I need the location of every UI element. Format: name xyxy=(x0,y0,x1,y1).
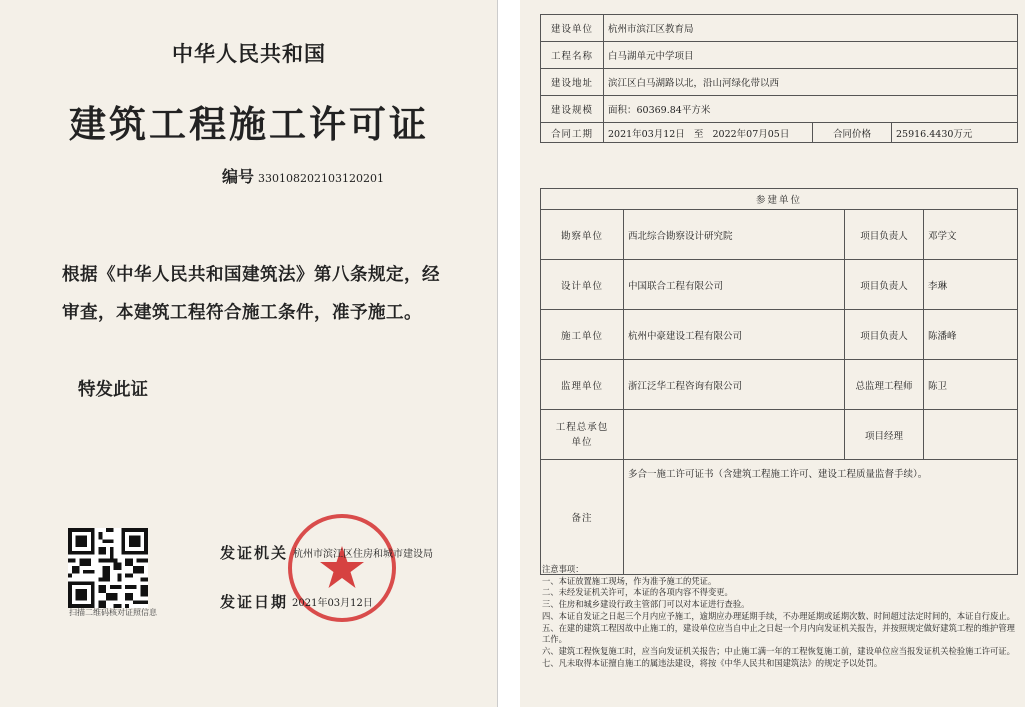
note-item: 三、住房和城乡建设行政主管部门可以对本证进行查验。 xyxy=(542,599,750,610)
participant-label: 监理单位 xyxy=(541,360,624,410)
note-item: 二、未经发证机关许可，本证的各项内容不得变更。 xyxy=(542,587,733,598)
row-label: 工程名称 xyxy=(541,42,604,69)
participant-label: 工程总承包单位 xyxy=(541,410,624,460)
special-issue-text: 特发此证 xyxy=(78,380,148,400)
table-row xyxy=(541,69,1018,96)
participant-person: 邓学文 xyxy=(924,210,1018,260)
table-row xyxy=(541,460,1018,575)
table-row xyxy=(541,360,1018,410)
participant-unit: 浙江泛华工程咨询有限公司 xyxy=(624,360,845,410)
table-row xyxy=(541,96,1018,123)
issue-date-value: 2021年03月12日 xyxy=(292,598,373,609)
table-row xyxy=(541,123,1018,143)
permit-front-page xyxy=(0,0,498,707)
contract-price-label: 合同价格 xyxy=(813,123,892,143)
serial-number xyxy=(222,164,384,187)
notes-section xyxy=(542,564,1016,669)
participant-role: 项目负责人 xyxy=(845,210,924,260)
row-label: 建设地址 xyxy=(541,69,604,96)
row-label: 建设规模 xyxy=(541,96,604,123)
participant-unit: 杭州中豪建设工程有限公司 xyxy=(624,310,845,360)
contract-period-label: 合同工期 xyxy=(541,123,604,143)
contract-start: 2021年03月12日 xyxy=(608,128,685,140)
participant-person xyxy=(924,410,1018,460)
table-row xyxy=(541,410,1018,460)
row-value: 杭州市滨江区教育局 xyxy=(604,15,1018,42)
project-info-table xyxy=(540,14,1018,143)
contract-price-value: 25916.4430万元 xyxy=(892,123,1018,143)
table-row xyxy=(541,260,1018,310)
table-row xyxy=(541,42,1018,69)
participant-person: 陈卫 xyxy=(924,360,1018,410)
participants-title: 参建单位 xyxy=(541,189,1018,210)
participant-unit: 西北综合勘察设计研究院 xyxy=(624,210,845,260)
contract-end: 2022年07月05日 xyxy=(712,128,790,140)
participant-label: 勘察单位 xyxy=(541,210,624,260)
contract-period-value xyxy=(604,123,813,143)
serial-value: 330108202103120201 xyxy=(258,172,384,185)
notes-title: 注意事项： xyxy=(542,564,584,574)
participant-role: 总监理工程师 xyxy=(845,360,924,410)
row-value: 面积：60369.84平方米 xyxy=(604,96,1018,123)
participant-role: 项目经理 xyxy=(845,410,924,460)
table-row xyxy=(541,15,1018,42)
participant-unit: 中国联合工程有限公司 xyxy=(624,260,845,310)
participants-table xyxy=(540,188,1018,575)
participant-role: 项目负责人 xyxy=(845,310,924,360)
permit-back-page xyxy=(520,0,1025,707)
table-row xyxy=(541,210,1018,260)
seal-text xyxy=(284,513,285,514)
participant-role: 项目负责人 xyxy=(845,260,924,310)
permit-title: 建筑工程施工许可证 xyxy=(69,102,429,146)
participant-person: 李琳 xyxy=(924,260,1018,310)
note-item: 一、本证放置施工现场，作为准予施工的凭证。 xyxy=(542,575,717,586)
serial-label: 编号 xyxy=(222,167,255,186)
participant-label: 设计单位 xyxy=(541,260,624,310)
note-item: 六、建筑工程恢复施工时，应当向发证机关报告；中止施工满一年的工程恢复施工前，建设单位应当报发证机关检验施工许可证。 xyxy=(542,645,1015,656)
row-label: 建设单位 xyxy=(541,15,604,42)
qr-caption: 扫描二维码核对证照信息 xyxy=(69,608,157,617)
issuer-label: 发证机关 xyxy=(220,544,289,562)
note-item: 七、凡未取得本证擅自施工的属违法建设，将按《中华人民共和国建筑法》的规定予以处罚。 xyxy=(542,657,883,668)
participant-person: 陈潘峰 xyxy=(924,310,1018,360)
country-name: 中华人民共和国 xyxy=(172,41,326,66)
note-item: 五、在建的建筑工程因故中止施工的，建设单位应当自中止之日起一个月内向发证机关报告，并按照规定做好建筑工程的维护管理工作。 xyxy=(542,622,1015,645)
participant-label: 施工单位 xyxy=(541,310,624,360)
row-value: 白马湖单元中学项目 xyxy=(604,42,1018,69)
participant-unit xyxy=(624,410,845,460)
row-value: 滨江区白马湖路以北，沿山河绿化带以西 xyxy=(604,69,1018,96)
contract-to: 至 xyxy=(693,128,704,140)
remarks-text: 多合一施工许可证书（含建筑工程施工许可、建设工程质量监督手续）。 xyxy=(624,460,1018,575)
permit-statement: 根据《中华人民共和国建筑法》第八条规定，经审查，本建筑工程符合施工条件，准予施工。 xyxy=(62,265,440,323)
qr-code-icon[interactable] xyxy=(68,528,148,608)
remarks-label: 备注 xyxy=(541,460,624,575)
table-row xyxy=(541,310,1018,360)
issue-date-label: 发证日期 xyxy=(220,593,289,611)
note-item: 四、本证自发证之日起三个月内应予施工，逾期应办理延期手续，不办理延期或延期次数、时间超过法定时间的，本证自行废止。 xyxy=(542,610,1015,621)
issuer-value: 杭州市滨江区住房和城市建设局 xyxy=(293,549,433,560)
